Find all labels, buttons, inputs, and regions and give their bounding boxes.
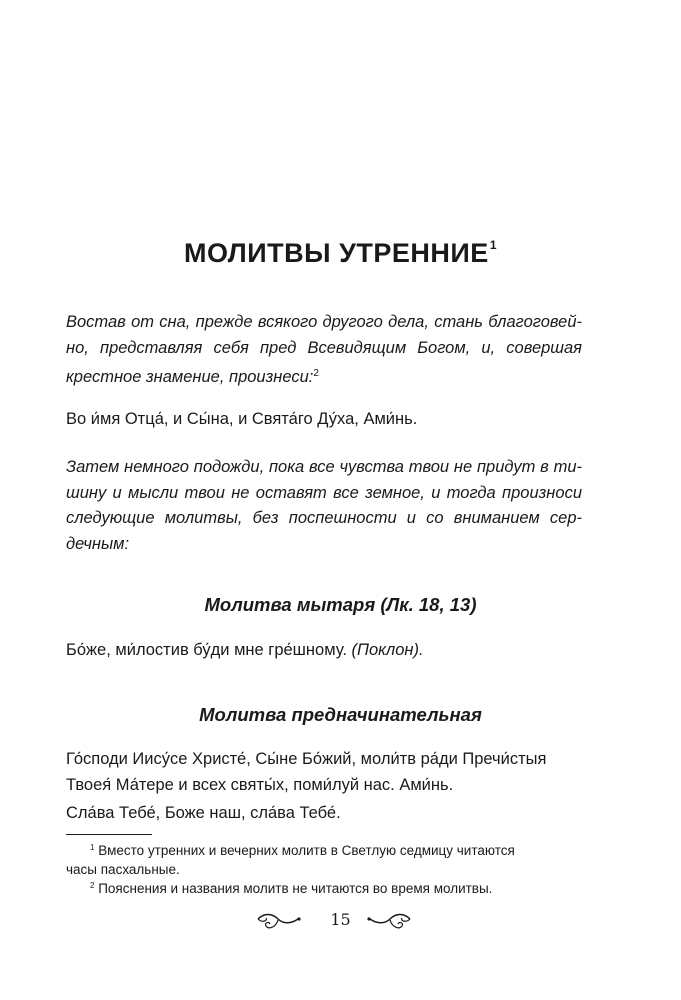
intro-paragraph: [66, 310, 582, 391]
instruction-line: шину и мысли твои не оставят все земное, и тогда произноси: [66, 483, 582, 502]
footnote-1: [66, 838, 582, 879]
footnote-ref-1[interactable]: 1: [489, 238, 497, 252]
preliminary-line: Твоея́ Ма́тере и всех святы́х, поми́луй нас. Ами́нь.: [66, 775, 454, 794]
intro-line: Востав от сна, прежде всякого другого дела, стань благоговей-: [66, 313, 582, 331]
footnote-text: Вместо утренних и вечерних молитв в Светлую седмицу читаются: [98, 843, 515, 858]
footnote-2: [66, 876, 582, 898]
footnote-text: часы пасхальные.: [66, 862, 180, 877]
publican-prayer-text: Бо́же, ми́лостив бу́ди мне гре́шному. (Поклон).: [66, 641, 424, 659]
instruction-paragraph: [66, 455, 582, 557]
page-footer: [0, 906, 681, 936]
glory-line: Сла́ва Тебе́, Боже наш, сла́ва Тебе́.: [66, 804, 341, 822]
flourish-ornament-icon: [366, 910, 412, 934]
instruction-line: Затем немного подожди, пока все чувства твои не придут в ти-: [66, 458, 582, 476]
footnote-ref-2[interactable]: 2: [313, 368, 319, 379]
footnote-divider: [66, 834, 152, 835]
instruction-line: дечным:: [66, 534, 130, 553]
intro-line: крестное знамение, произнеси:$^2$: [66, 368, 319, 386]
invocation-text: Во и́мя Отца́, и Сы́на, и Свята́го Ду́ха, Ами́нь.: [66, 410, 418, 428]
publican-prayer-heading: Молитва мытаря (Лк. 18, 13): [204, 594, 477, 615]
page-title: [0, 238, 681, 269]
preliminary-prayer-heading: Молитва предначинательная: [199, 704, 482, 725]
page-number: 15: [330, 910, 351, 929]
preliminary-prayer-text: [66, 747, 582, 798]
footnote-text: Пояснения и названия молитв не читаются во время молитвы.: [98, 881, 493, 896]
instruction-line: следующие молитвы, без поспешности и со вниманием сер-: [66, 509, 582, 527]
footnote-mark: 1: [90, 843, 95, 852]
page-title-text: МОЛИТВЫ УТРЕННИЕ: [183, 238, 489, 268]
bow-note: (Поклон).: [351, 641, 424, 659]
preliminary-line: Го́споди Иису́се Христе́, Сы́не Бо́жий, моли́тв ра́ди Пречи́стыя: [66, 750, 547, 768]
footnote-mark: 2: [90, 881, 95, 890]
intro-line: но, представляя себя пред Всевидящим Богом, и, совершая: [66, 338, 582, 357]
